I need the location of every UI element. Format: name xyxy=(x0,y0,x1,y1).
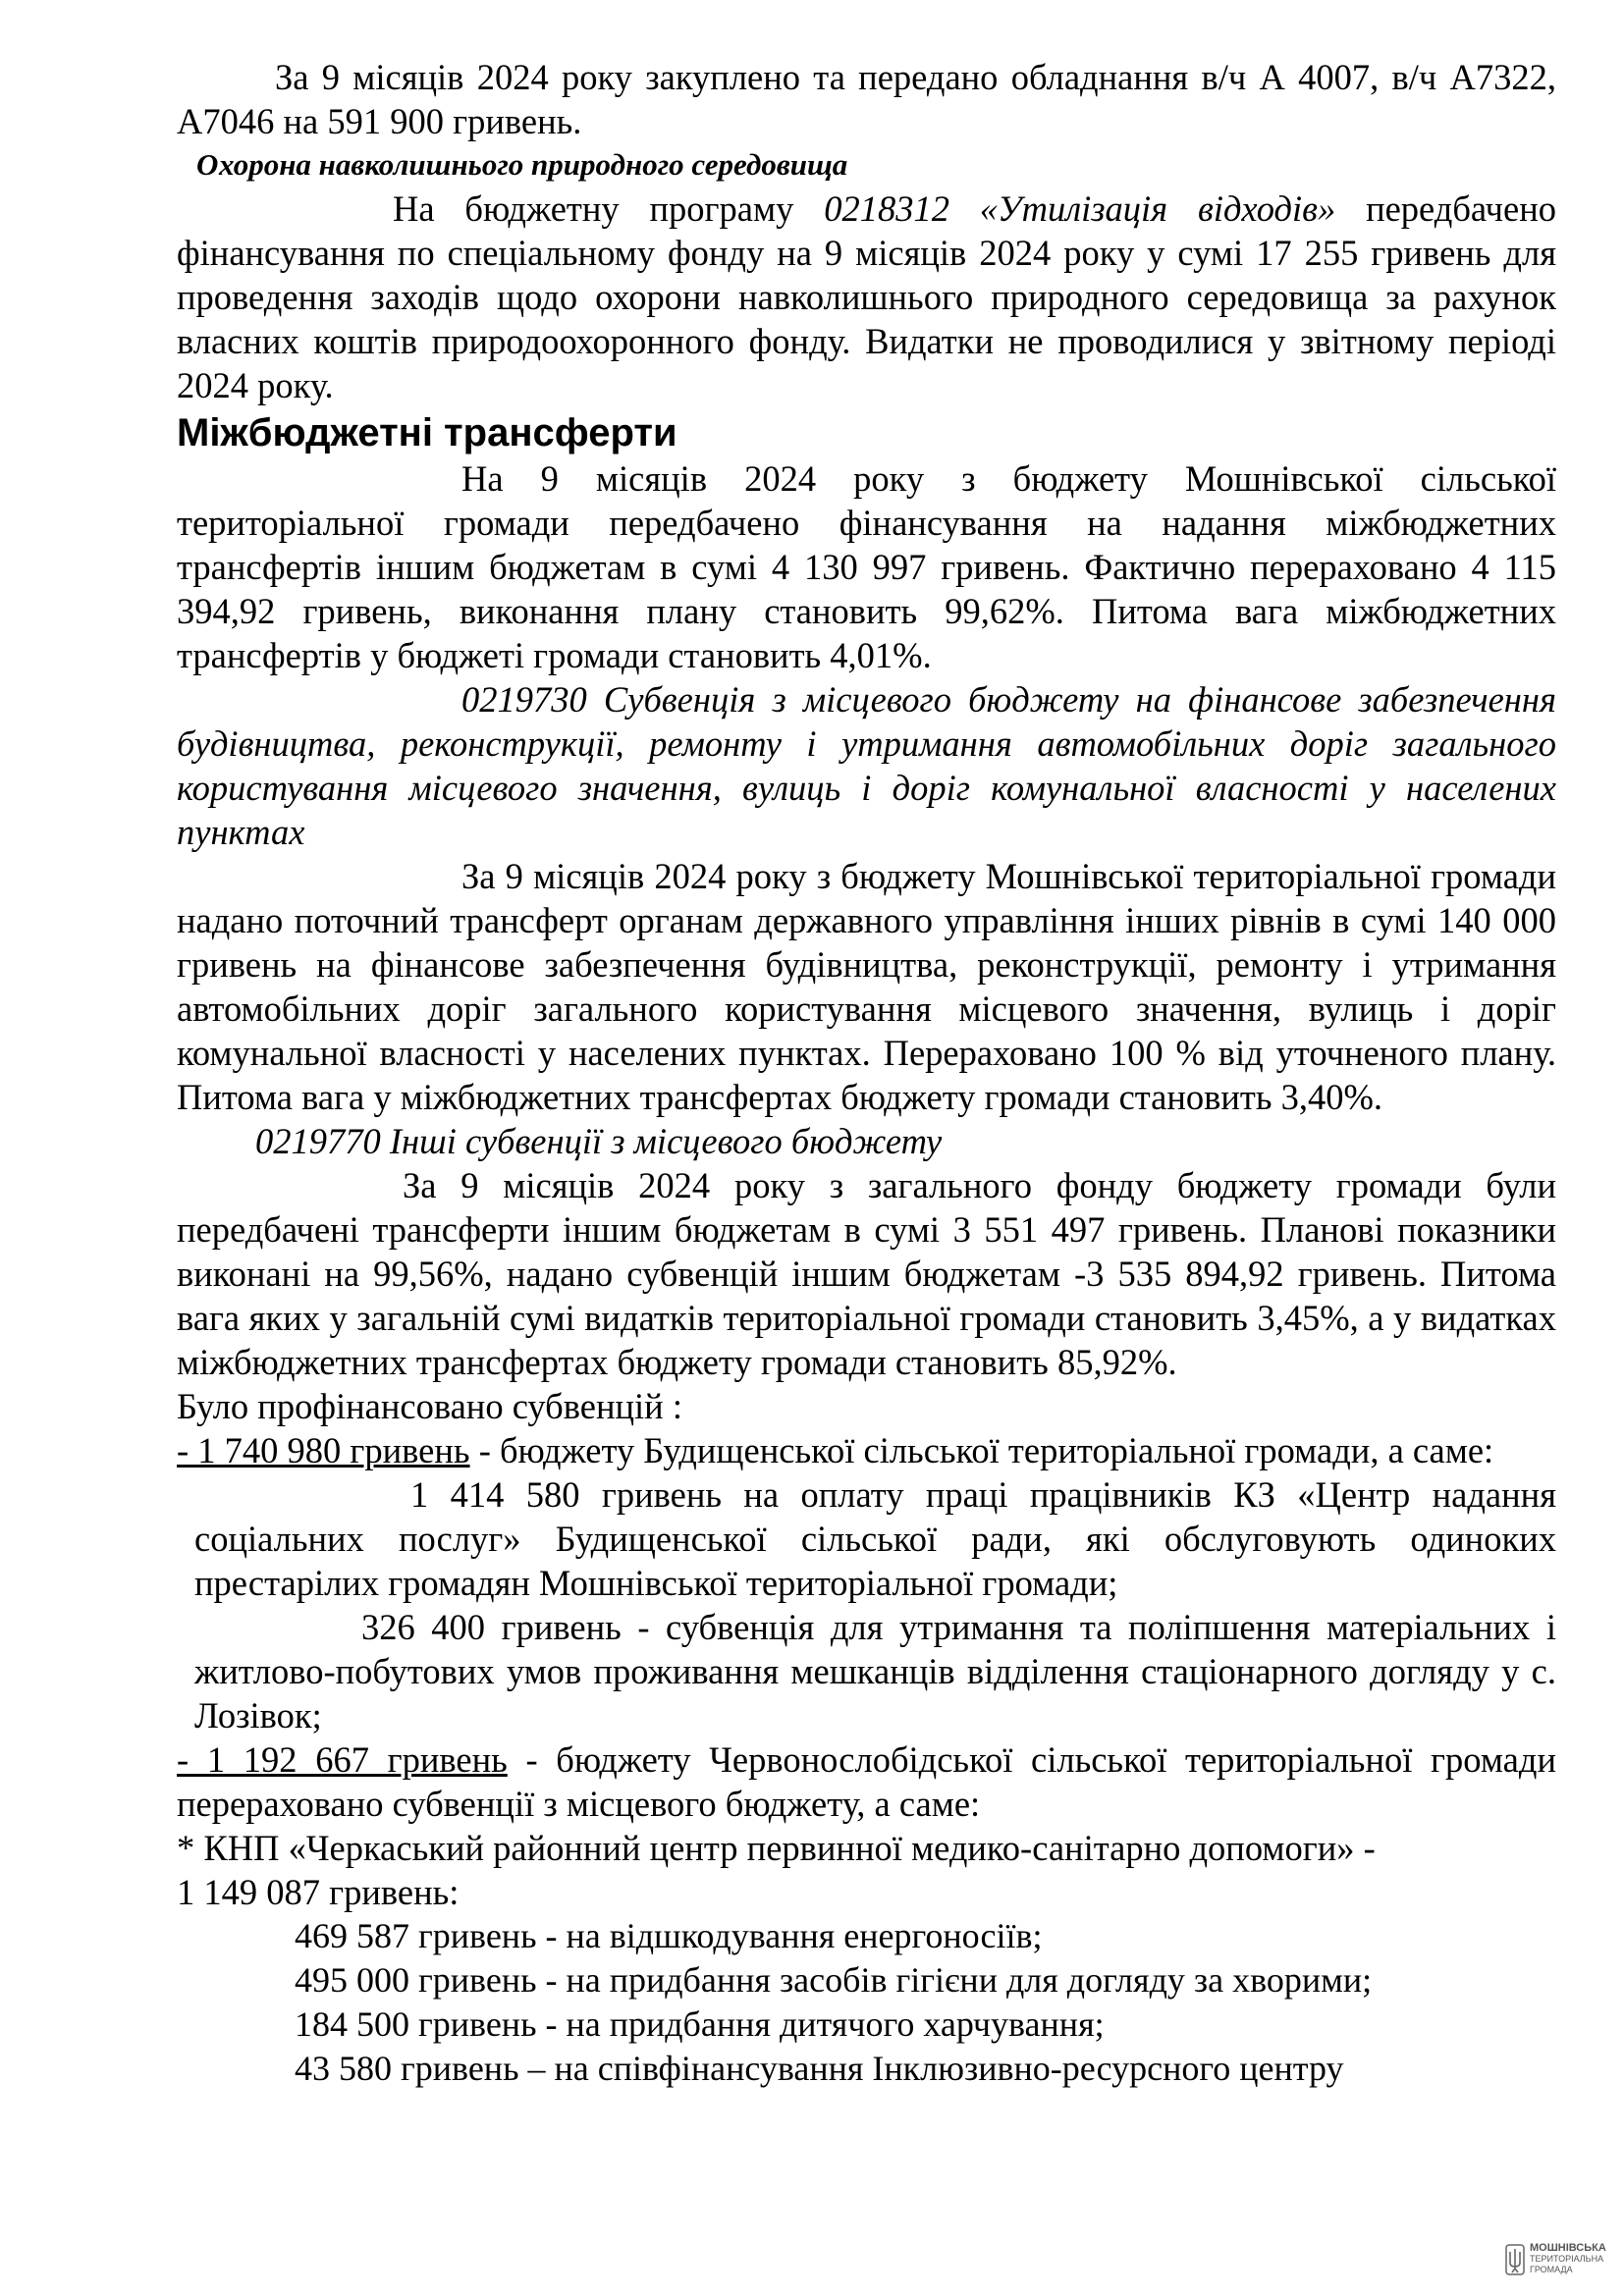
section-heading-transfers: Міжбюджетні трансферти xyxy=(177,411,677,454)
logo-line-2: ТЕРИТОРІАЛЬНА xyxy=(1530,2254,1604,2264)
intro-paragraph: За 9 місяців 2024 року закуплено та передано обладнання в/ч А 4007, в/ч А7322, А7046 на 591 900 гривень. xyxy=(177,57,1556,141)
document-page xyxy=(177,55,1556,2091)
budyshche-paragraph xyxy=(177,1428,1556,1472)
trident-icon xyxy=(1504,2243,1526,2276)
logo-line-3: ГРОМАДА xyxy=(1530,2265,1573,2274)
chervonoslobidska-paragraph xyxy=(177,1737,1556,1826)
section-heading-environment: Охорона навколишнього природного середовища xyxy=(196,147,848,182)
list-item: 43 580 гривень – на співфінансування Інклюзивно-ресурсного центру xyxy=(295,2049,1344,2088)
list-item: 184 500 гривень - на придбання дитячого харчування; xyxy=(295,2004,1105,2044)
chervonoslobidska-amount: - 1 192 667 гривень xyxy=(177,1739,508,1780)
list-item: 469 587 гривень - на відшкодування енергоносіїв; xyxy=(295,1916,1043,1955)
financed-label: Було профінансовано субвенцій : xyxy=(177,1386,682,1426)
program-0219770: 0219770 Інші субвенції з місцевого бюджету xyxy=(255,1121,943,1161)
budyshche-item-1: 1 414 580 гривень на оплату праці працівників КЗ «Центр надання соціальних послуг» Будищенської сільської ради, які обслуговують одиноких престарілих громадян Мошнівської територіальної громади; xyxy=(194,1474,1556,1603)
knp-line: * КНП «Черкаський районний центр первинної медико-санітарно допомоги» - xyxy=(177,1828,1376,1868)
program-0219770-paragraph: За 9 місяців 2024 року з загального фонду бюджету громади були передбачені трансферти іншим бюджетам в сумі 3 551 497 гривень. Планові показники виконані на 99,56%, надано субвенцій іншим бюджетам -3 535 894,92 гривень. Питома вага яких у загальній сумі видатків територіальної громади становить 3,45%, а у видатках міжбюджетних трансфертах бюджету громади становить 85,92%. xyxy=(177,1165,1556,1382)
program-0219730: 0219730 Субвенція з місцевого бюджету на фінансове забезпечення будівництва, реконструкції, ремонту і утримання автомобільних доріг загального користування місцевого значення, вулиць і доріг комунальної власності у населених пунктах xyxy=(177,679,1556,852)
program-0219730-paragraph: За 9 місяців 2024 року з бюджету Мошнівської територіальної громади надано поточний трансферт органам державного управління інших рівнів в сумі 140 000 гривень на фінансове забезпечення будівництва, реконструкції, ремонту і утримання автомобільних доріг загального користування місцевого значення, вулиць і доріг комунальної власності у населених пунктах. Перераховано 100 % від уточненого плану. Питома вага у міжбюджетних трансфертах бюджету громади становить 3,40%. xyxy=(177,856,1556,1117)
knp-sum: 1 149 087 гривень: xyxy=(177,1872,460,1912)
budyshche-amount: - 1 740 980 гривень xyxy=(177,1430,470,1470)
logo-text xyxy=(1530,2243,1606,2275)
transfers-paragraph: На 9 місяців 2024 року з бюджету Мошнівської сільської територіальної громади передбачено фінансування на надання міжбюджетних трансфертів іншим бюджетам в сумі 4 130 997 гривень. Фактично перераховано 4 115 394,92 гривень, виконання плану становить 99,62%. Питома вага міжбюджетних трансфертів у бюджеті громади становить 4,01%. xyxy=(177,458,1556,675)
environment-paragraph xyxy=(177,187,1556,407)
environment-lead: На бюджетну програму xyxy=(393,188,825,229)
budyshche-item-2: 326 400 гривень - субвенція для утримання та поліпшення матеріальних і житлово-побутових умов проживання мешканців відділення стаціонарного догляду у с. Лозівок; xyxy=(194,1607,1556,1735)
community-logo xyxy=(1504,2237,1612,2284)
chervonoslobidska-rest: - бюджету Червонослобідської сільської територіальної громади перераховано субвенції з місцевого бюджету, а саме: xyxy=(177,1739,1556,1824)
program-0218312: 0218312 «Утилізація відходів» xyxy=(824,188,1336,229)
environment-rest: передбачено фінансування по спеціальному фонду на 9 місяців 2024 року у сумі 17 255 гривень для проведення заходів щодо охорони навколишнього природного середовища за рахунок власних коштів природоохоронного фонду. Видатки не проводилися у звітному періоді 2024 року. xyxy=(177,188,1556,405)
budyshche-rest: - бюджету Будищенської сільської територіальної громади, а саме: xyxy=(469,1430,1494,1470)
logo-line-1: МОШНІВСЬКА xyxy=(1530,2242,1606,2254)
list-item: 495 000 гривень - на придбання засобів гігієни для догляду за хворими; xyxy=(295,1960,1373,2000)
